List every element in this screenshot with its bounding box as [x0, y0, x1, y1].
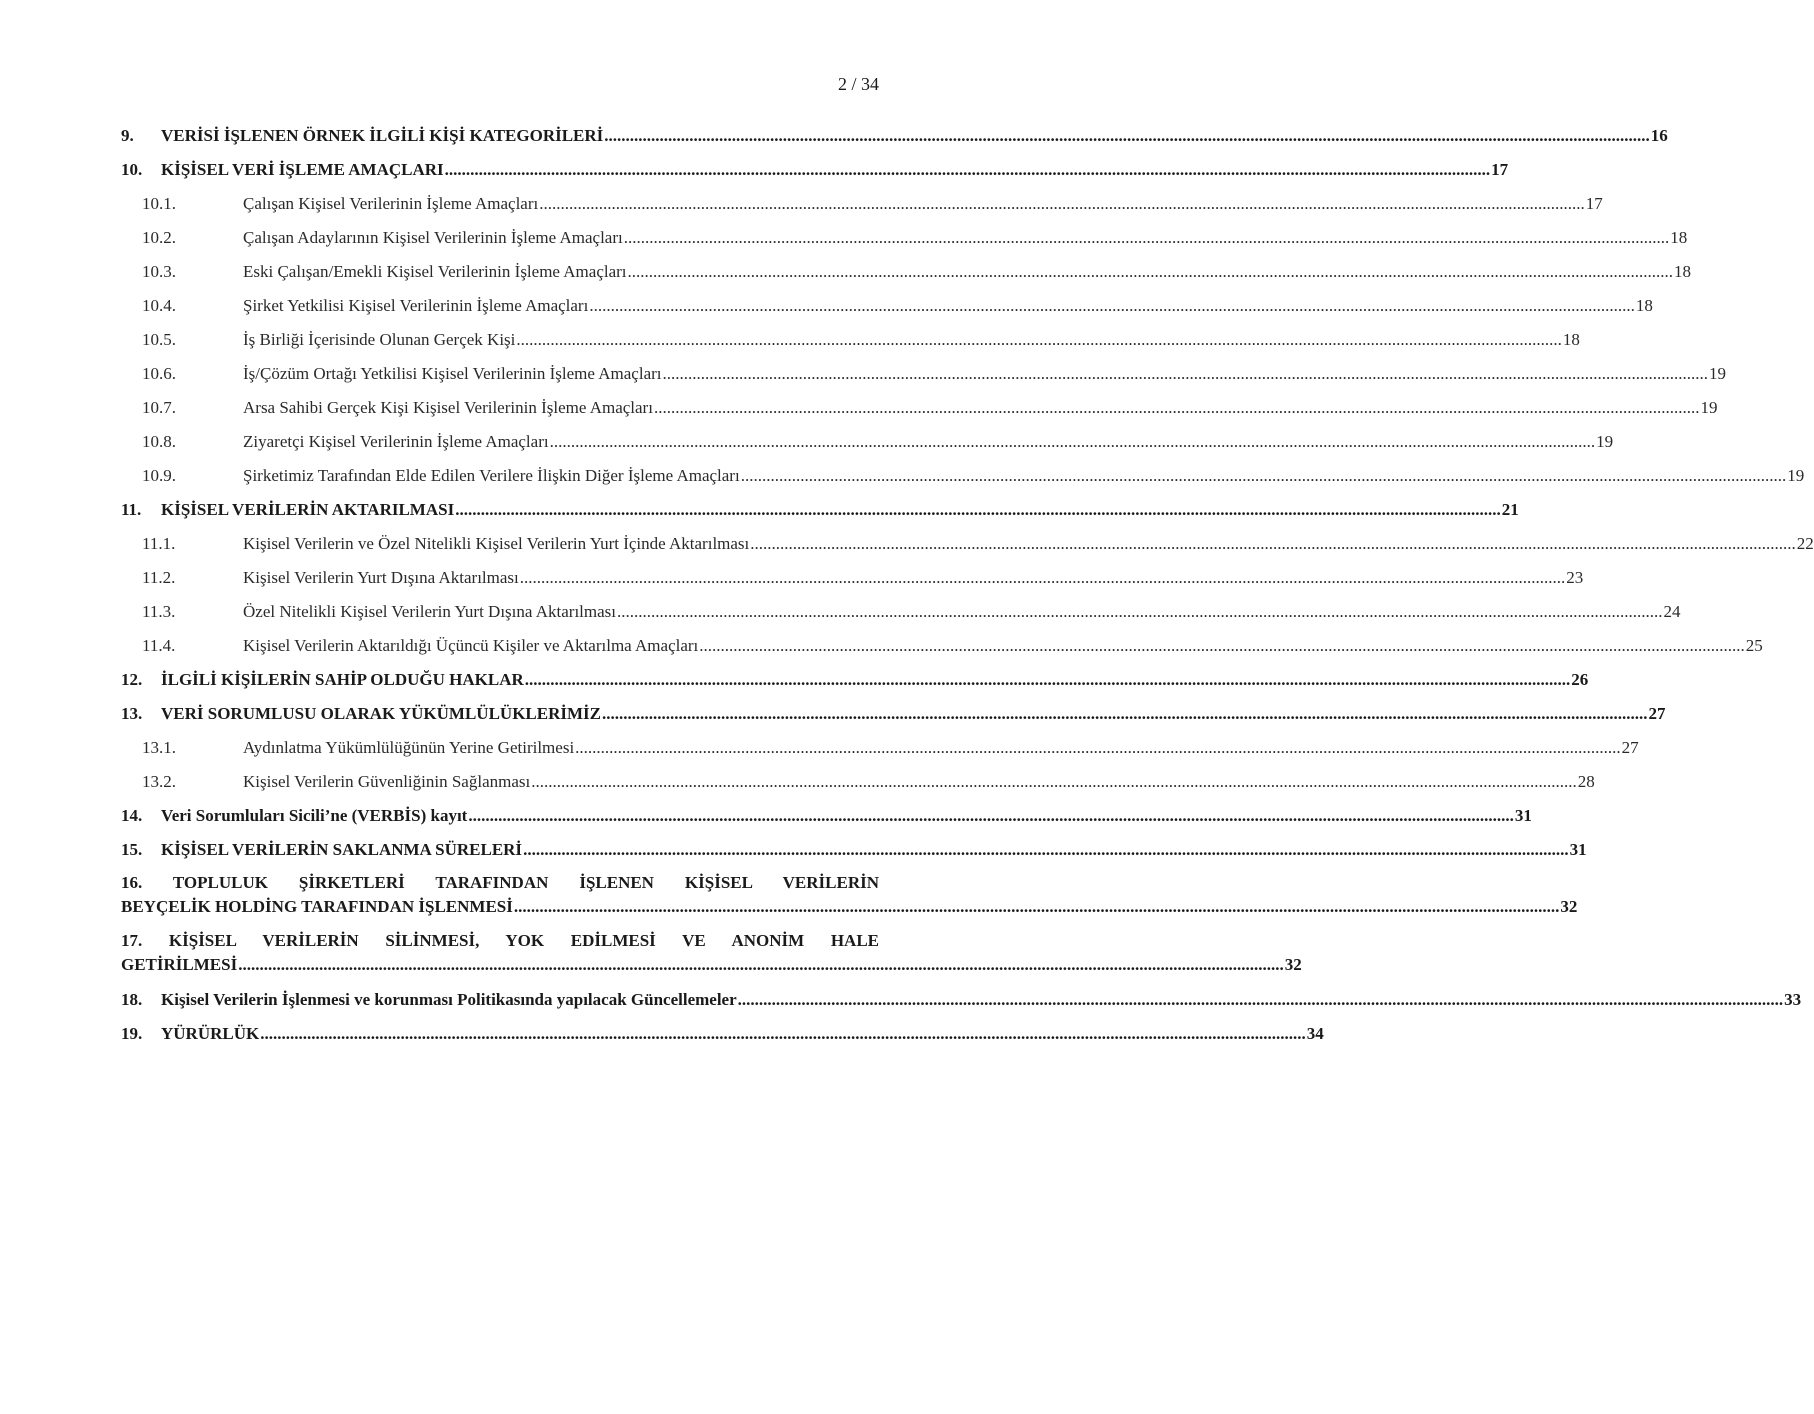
toc-entry-page: 28	[1577, 772, 1595, 791]
toc-entry-page: 18	[1674, 262, 1692, 281]
dot-leader	[654, 398, 1700, 418]
toc-entry[interactable]	[121, 187, 1603, 221]
toc-entry-title: Kişisel Verilerin Yurt Dışına Aktarılması	[243, 568, 519, 587]
toc-entry-title: KİŞİSEL VERİ İŞLEME AMAÇLARI	[161, 160, 444, 179]
toc-entry-title-line1: KİŞİSEL VERİLERİN SİLİNMESİ, YOK EDİLMESİ VE ANONİM HALE	[142, 931, 879, 950]
toc-entry-title: Şirket Yetkilisi Kişisel Verilerinin İşleme Amaçları	[243, 296, 589, 315]
dot-leader	[520, 568, 1566, 588]
toc-entry-number: 11.4.	[142, 636, 176, 655]
toc-entry[interactable]	[121, 323, 1580, 357]
dot-leader	[514, 895, 1560, 919]
toc-entry-page: 18	[1562, 330, 1580, 349]
dot-leader	[699, 636, 1745, 656]
toc-entry[interactable]	[121, 799, 1532, 833]
toc-entry-page: 22	[1796, 534, 1814, 553]
toc-entry[interactable]	[121, 255, 1692, 289]
toc-entry-page: 32	[1284, 955, 1302, 974]
toc-entry-title: KİŞİSEL VERİLERİN SAKLANMA SÜRELERİ	[161, 840, 523, 859]
toc-entry-number: 10.4.	[142, 296, 176, 315]
dot-leader	[589, 296, 1635, 316]
toc-entry-page: 17	[1491, 160, 1509, 179]
dot-leader	[617, 602, 1663, 622]
dot-leader	[738, 990, 1784, 1010]
dot-leader	[445, 160, 1491, 180]
dot-leader	[604, 126, 1650, 146]
toc-entry-number: 15.	[121, 840, 143, 859]
toc-entry-number: 14.	[121, 806, 143, 825]
dot-leader	[624, 228, 1670, 248]
toc-entry-number: 11.2.	[142, 568, 176, 587]
toc-entry-number: 10.1.	[142, 194, 176, 213]
toc-entry[interactable]	[121, 153, 1509, 187]
toc-entry-page: 27	[1621, 738, 1639, 757]
toc-entry-title: Arsa Sahibi Gerçek Kişi Kişisel Verilerinin İşleme Amaçları	[243, 398, 653, 417]
toc-entry-number: 10.	[121, 160, 143, 179]
toc-entry-number: 10.7.	[142, 398, 176, 417]
dot-leader	[238, 953, 1284, 977]
toc-entry-page: 19	[1787, 466, 1805, 485]
toc-entry-page: 16	[1650, 126, 1668, 145]
toc-entry[interactable]	[121, 561, 1584, 595]
dot-leader	[525, 670, 1571, 690]
toc-entry[interactable]	[121, 221, 1688, 255]
toc-entry[interactable]	[121, 119, 1668, 153]
toc-entry-title: Özel Nitelikli Kişisel Verilerin Yurt Dışına Aktarılması	[243, 602, 616, 621]
toc-entry-page: 19	[1596, 432, 1614, 451]
toc-entry-page: 19	[1700, 398, 1718, 417]
toc-entry-title: Ziyaretçi Kişisel Verilerinin İşleme Amaçları	[243, 432, 549, 451]
toc-entry-title-line2: BEYÇELİK HOLDİNG TARAFINDAN İŞLENMESİ	[121, 897, 513, 916]
toc-entry-number: 11.3.	[142, 602, 176, 621]
toc-entry-page: 19	[1709, 364, 1726, 383]
page-number: 2 / 34	[837, 74, 879, 94]
dot-leader	[575, 738, 1621, 758]
toc-entry-number: 10.8.	[142, 432, 176, 451]
toc-entry-title: İLGİLİ KİŞİLERİN SAHİP OLDUĞU HAKLAR	[161, 670, 524, 689]
toc-entry-number: 10.5.	[142, 330, 176, 349]
dot-leader	[663, 364, 1709, 384]
table-of-contents	[121, 119, 1814, 1051]
toc-entry-number: 16.	[121, 873, 143, 892]
toc-entry[interactable]	[121, 289, 1653, 323]
toc-entry-page: 31	[1514, 806, 1532, 825]
toc-entry-number: 13.	[121, 704, 143, 723]
toc-entry-number: 13.2.	[142, 772, 176, 791]
dot-leader	[539, 194, 1585, 214]
toc-entry-title: VERİ SORUMLUSU OLARAK YÜKÜMLÜLÜKLERİMİZ	[161, 704, 601, 723]
dot-leader	[741, 466, 1787, 486]
toc-entry-number: 10.6.	[142, 364, 176, 383]
toc-entry-title: Çalışan Kişisel Verilerinin İşleme Amaçları	[243, 194, 539, 213]
toc-entry[interactable]	[121, 867, 1578, 925]
toc-entry-page: 31	[1569, 840, 1587, 859]
toc-entry-number: 12.	[121, 670, 143, 689]
toc-entry-page: 21	[1501, 500, 1519, 519]
toc-entry[interactable]	[121, 527, 1814, 561]
toc-entry-title-line2: GETİRİLMESİ	[121, 955, 238, 974]
toc-entry-number: 13.1.	[142, 738, 176, 757]
toc-entry-title: Eski Çalışan/Emekli Kişisel Verilerinin İşleme Amaçları	[243, 262, 627, 281]
toc-entry[interactable]	[121, 697, 1666, 731]
dot-leader	[468, 806, 1514, 826]
toc-entry[interactable]	[121, 663, 1589, 697]
toc-entry-page: 24	[1663, 602, 1681, 621]
toc-entry-number: 9.	[121, 126, 134, 145]
toc-entry-title: VERİSİ İŞLENEN ÖRNEK İLGİLİ KİŞİ KATEGORİLERİ	[161, 126, 604, 145]
toc-entry-title: Kişisel Verilerin İşlenmesi ve korunması Politikasında yapılacak Güncellemeler	[161, 990, 737, 1009]
dot-leader	[523, 840, 1569, 860]
toc-entry[interactable]	[121, 459, 1805, 493]
toc-entry[interactable]	[121, 391, 1718, 425]
toc-entry-title: İş Birliği İçerisinde Olunan Gerçek Kişi	[243, 330, 516, 349]
toc-entry-title: Çalışan Adaylarının Kişisel Verilerinin İşleme Amaçları	[243, 228, 623, 247]
toc-entry[interactable]	[121, 1017, 1324, 1051]
toc-entry-title: Şirketimiz Tarafından Elde Edilen Verilere İlişkin Diğer İşleme Amaçları	[243, 466, 740, 485]
toc-entry-number: 18.	[121, 990, 143, 1009]
toc-entry-number: 17.	[121, 931, 143, 950]
toc-entry-number: 11.1.	[142, 534, 176, 553]
toc-entry[interactable]	[121, 925, 1302, 983]
toc-entry-number: 19.	[121, 1024, 143, 1043]
dot-leader	[750, 534, 1796, 554]
toc-entry-number: 10.9.	[142, 466, 176, 485]
toc-entry-number: 10.3.	[142, 262, 176, 281]
toc-entry-number: 10.2.	[142, 228, 176, 247]
toc-entry-title-line1: TOPLULUK ŞİRKETLERİ TARAFINDAN İŞLENEN KİŞİSEL VERİLERİN	[142, 873, 879, 892]
toc-entry-title: Aydınlatma Yükümlülüğünün Yerine Getirilmesi	[243, 738, 575, 757]
toc-entry[interactable]	[121, 833, 1587, 867]
toc-entry[interactable]	[121, 983, 1802, 1017]
toc-entry-title: Kişisel Verilerin Güvenliğinin Sağlanması	[243, 772, 531, 791]
toc-entry-title: İş/Çözüm Ortağı Yetkilisi Kişisel Verilerinin İşleme Amaçları	[243, 364, 662, 383]
toc-entry-title: KİŞİSEL VERİLERİN AKTARILMASI	[161, 500, 455, 519]
toc-entry[interactable]	[121, 357, 1726, 391]
toc-entry-page: 18	[1670, 228, 1688, 247]
toc-entry[interactable]	[121, 595, 1681, 629]
toc-entry-title: Kişisel Verilerin Aktarıldığı Üçüncü Kişiler ve Aktarılma Amaçları	[243, 636, 699, 655]
toc-entry-page: 17	[1585, 194, 1603, 213]
toc-entry[interactable]	[121, 493, 1519, 527]
toc-entry[interactable]	[121, 731, 1639, 765]
toc-entry-page: 26	[1571, 670, 1589, 689]
toc-entry-page: 27	[1648, 704, 1666, 723]
toc-entry-page: 18	[1635, 296, 1653, 315]
toc-entry-title: Kişisel Verilerin ve Özel Nitelikli Kişisel Verilerin Yurt İçinde Aktarılması	[243, 534, 750, 553]
dot-leader	[550, 432, 1596, 452]
dot-leader	[260, 1024, 1306, 1044]
toc-entry-page: 33	[1784, 990, 1802, 1009]
toc-entry[interactable]	[121, 765, 1595, 799]
dot-leader	[455, 500, 1501, 520]
toc-entry[interactable]	[121, 425, 1614, 459]
dot-leader	[516, 330, 1562, 350]
dot-leader	[602, 704, 1648, 724]
toc-entry-page: 34	[1306, 1024, 1324, 1043]
dot-leader	[531, 772, 1577, 792]
dot-leader	[628, 262, 1674, 282]
toc-entry-page: 32	[1560, 897, 1578, 916]
toc-entry-number: 11.	[121, 500, 142, 519]
toc-entry-page: 25	[1745, 636, 1763, 655]
toc-entry[interactable]	[121, 629, 1763, 663]
toc-entry-title: YÜRÜRLÜK	[161, 1024, 260, 1043]
toc-entry-title: Veri Sorumluları Sicili’ne (VERBİS) kayıt	[161, 806, 468, 825]
toc-entry-page: 23	[1566, 568, 1584, 587]
